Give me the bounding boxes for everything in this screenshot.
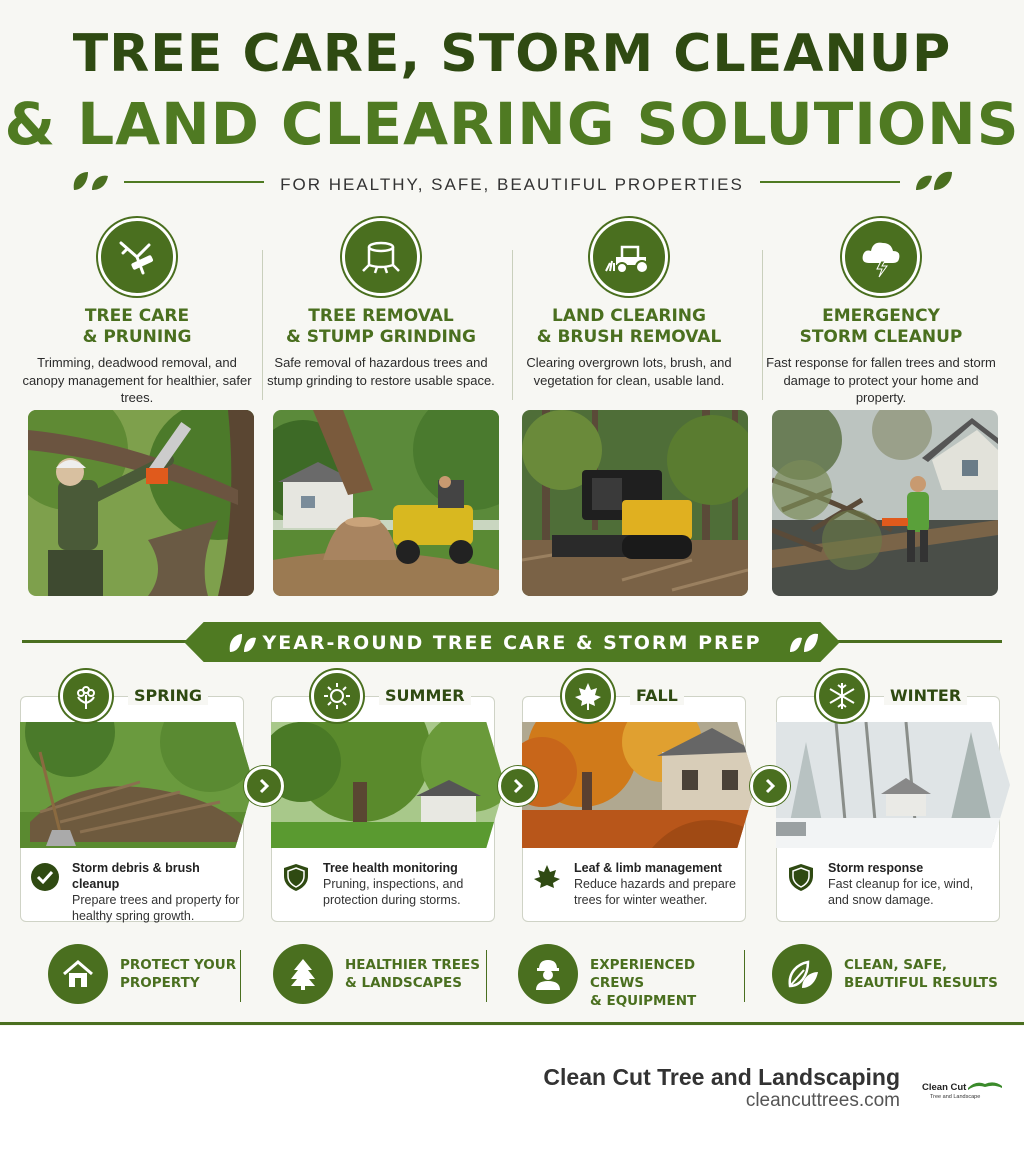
divider bbox=[0, 1022, 1024, 1025]
service-title: TREE CARE & PRUNING bbox=[82, 306, 192, 347]
chainsaw-branch-icon bbox=[98, 218, 176, 296]
check-icon bbox=[30, 862, 60, 892]
season-name: SUMMER bbox=[379, 686, 471, 705]
season-name: WINTER bbox=[884, 686, 967, 705]
photo-tree-care bbox=[28, 410, 254, 596]
flower-icon bbox=[60, 670, 112, 722]
maple-leaf-icon bbox=[562, 670, 614, 722]
season-summer bbox=[271, 670, 511, 924]
photo-stump-grinding bbox=[273, 410, 499, 596]
service-title: LAND CLEARING & BRUSH REMOVAL bbox=[536, 306, 722, 347]
benefit-label: HEALTHIER TREES & LANDSCAPES bbox=[345, 957, 480, 991]
season-name: SPRING bbox=[128, 686, 208, 705]
stump-icon bbox=[342, 218, 420, 296]
title-line-2: & LAND CLEARING SOLUTIONS bbox=[4, 90, 1020, 158]
service-tree-removal bbox=[266, 218, 496, 389]
website-link[interactable]: cleancuttrees.com bbox=[745, 1090, 900, 1111]
sun-icon bbox=[311, 670, 363, 722]
service-land-clearing bbox=[514, 218, 744, 389]
service-description: Fast response for fallen trees and storm damage to protect your home and property. bbox=[766, 355, 996, 405]
photo-land-clearing bbox=[522, 410, 748, 596]
logo-text: Clean Cut bbox=[922, 1082, 967, 1093]
chevron-right-icon bbox=[244, 766, 284, 806]
season-item-title: Leaf & limb management bbox=[574, 861, 722, 875]
leaves-icon bbox=[772, 944, 832, 1004]
season-item-title: Storm response bbox=[828, 861, 924, 875]
service-description: Safe removal of hazardous trees and stump grinding to restore usable space. bbox=[267, 355, 495, 388]
shield-icon bbox=[281, 862, 311, 892]
summer-photo bbox=[271, 722, 505, 848]
worker-icon bbox=[518, 944, 578, 1004]
fall-photo bbox=[522, 722, 756, 848]
spring-photo bbox=[20, 722, 254, 848]
tractor-icon bbox=[590, 218, 668, 296]
service-storm-cleanup bbox=[766, 218, 996, 407]
tree-icon bbox=[273, 944, 333, 1004]
season-fall bbox=[522, 670, 762, 924]
logo-subtext: Tree and Landscape bbox=[930, 1094, 981, 1100]
title-line-1: TREE CARE, STORM CLEANUP bbox=[72, 24, 952, 84]
house-icon bbox=[48, 944, 108, 1004]
season-item-title: Storm debris & brush cleanup bbox=[72, 861, 200, 891]
service-description: Trimming, deadwood removal, and canopy management for healthier, safer trees. bbox=[22, 355, 252, 405]
banner-title: YEAR-ROUND TREE CARE & STORM PREP bbox=[262, 632, 762, 654]
benefit-label: PROTECT YOUR PROPERTY bbox=[120, 957, 237, 991]
season-item-text: Reduce hazards and prepare trees for winter weather. bbox=[574, 877, 736, 907]
season-spring bbox=[20, 670, 260, 924]
service-description: Clearing overgrown lots, brush, and vegetation for clean, usable land. bbox=[526, 355, 732, 388]
service-tree-care bbox=[22, 218, 252, 407]
service-title: TREE REMOVAL & STUMP GRINDING bbox=[286, 306, 476, 347]
season-item-text: Prepare trees and property for healthy spring growth. bbox=[72, 893, 240, 923]
benefit-clean-results bbox=[772, 944, 1002, 1006]
shield-icon bbox=[786, 862, 816, 892]
season-item-text: Fast cleanup for ice, wind, and snow damage. bbox=[828, 877, 974, 907]
benefit-experienced-crews bbox=[518, 944, 748, 1009]
benefit-healthier-trees bbox=[273, 944, 503, 1006]
chevron-right-icon bbox=[750, 766, 790, 806]
photo-storm-cleanup bbox=[772, 410, 998, 596]
storm-cloud-icon bbox=[842, 218, 920, 296]
service-title: EMERGENCY STORM CLEANUP bbox=[799, 306, 963, 347]
leaf-icon bbox=[532, 862, 562, 892]
subtitle: FOR HEALTHY, SAFE, BEAUTIFUL PROPERTIES bbox=[280, 175, 744, 194]
benefit-label: EXPERIENCED CREWS & EQUIPMENT bbox=[590, 957, 697, 1009]
benefit-label: CLEAN, SAFE, BEAUTIFUL RESULTS bbox=[844, 957, 998, 991]
winter-photo bbox=[776, 722, 1010, 848]
season-item-title: Tree health monitoring bbox=[323, 861, 458, 875]
season-name: FALL bbox=[630, 686, 684, 705]
benefit-protect-property bbox=[48, 944, 278, 1006]
season-winter bbox=[776, 670, 1016, 924]
company-logo bbox=[920, 1078, 1010, 1108]
company-name: Clean Cut Tree and Landscaping bbox=[543, 1064, 900, 1090]
snowflake-icon bbox=[816, 670, 868, 722]
season-item-text: Pruning, inspections, and protection during storms. bbox=[323, 877, 464, 907]
chevron-right-icon bbox=[498, 766, 538, 806]
